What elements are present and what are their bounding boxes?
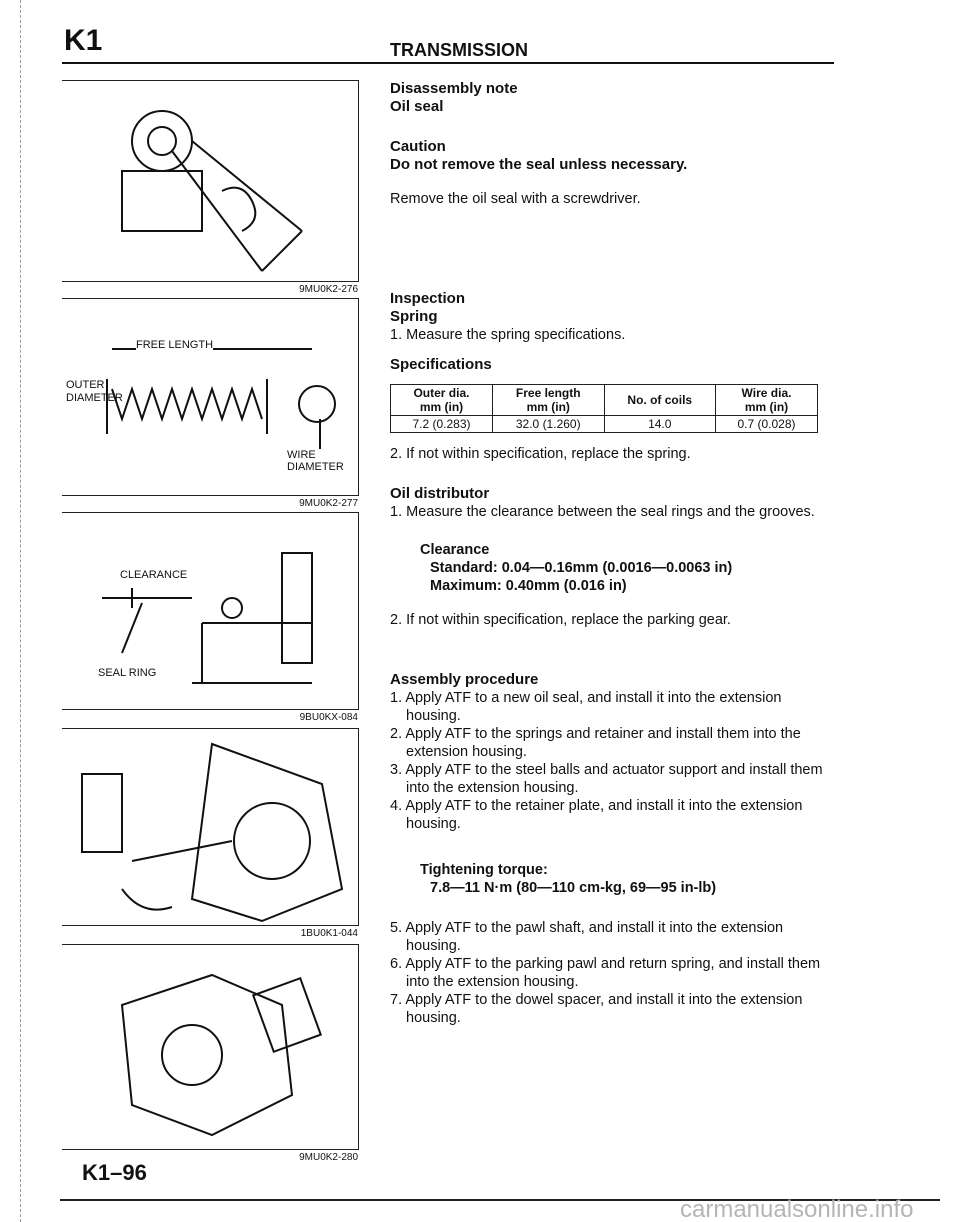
figure-seal-ring-clearance	[62, 512, 359, 710]
assembly-step: 6. Apply ATF to the parking pawl and return spring, and install them into the extension housing.	[390, 956, 821, 990]
inspection-step-2: 2. If not within specification, replace the spring.	[390, 446, 691, 462]
oil-distributor-step-1: 1. Measure the clearance between the seal rings and the grooves.	[390, 504, 815, 520]
figure-spring-dimensions	[62, 298, 359, 496]
clearance-title: Clearance	[420, 542, 490, 558]
torque-title: Tightening torque:	[420, 862, 548, 878]
figure-id: 9BU0KX-084	[299, 712, 358, 723]
assembly-step: 5. Apply ATF to the pawl shaft, and install it into the extension housing.	[390, 920, 784, 954]
clearance-standard: Standard: 0.04—0.16mm (0.0016—0.0063 in)	[430, 560, 733, 576]
label-free-length: FREE LENGTH	[136, 339, 214, 351]
assembly-step: 4. Apply ATF to the retainer plate, and install it into the extension housing.	[390, 798, 803, 832]
table-header-row	[391, 385, 818, 416]
assembly-steps	[390, 689, 830, 833]
cell-wire-dia: 0.7 (0.028)	[716, 416, 818, 433]
clearance-maximum: Maximum: 0.40mm (0.016 in)	[430, 578, 627, 594]
label-seal-ring: SEAL RING	[98, 667, 157, 679]
figure-id: 9MU0K2-276	[299, 284, 358, 295]
label-diameter: DIAMETER	[66, 392, 123, 404]
spring-spec-table	[390, 384, 818, 433]
figure-id: 9MU0K2-280	[299, 1152, 358, 1163]
label-outer: OUTER	[66, 379, 105, 391]
extension-housing-illustration	[62, 945, 358, 1149]
table-row	[391, 416, 818, 433]
th-wire-dia: Wire dia. mm (in)	[716, 385, 818, 416]
page-number: K1–96	[82, 1160, 147, 1185]
th-no-of-coils: No. of coils	[604, 385, 715, 416]
cell-no-of-coils: 14.0	[604, 416, 715, 433]
caution-text: Do not remove the seal unless necessary.	[390, 156, 688, 173]
specifications-title: Specifications	[390, 356, 492, 373]
assembly-heading: Assembly procedure	[390, 671, 539, 688]
figure-oil-seal-removal	[62, 80, 359, 282]
installation-illustration	[62, 729, 358, 925]
figure-installation	[62, 728, 359, 926]
label-wire: WIRE	[287, 449, 316, 461]
clearance-spec	[420, 541, 830, 595]
binding-edge	[0, 0, 21, 1222]
figure-id: 1BU0K1-044	[300, 928, 358, 939]
page-title: TRANSMISSION	[390, 40, 529, 60]
oil-seal-illustration	[62, 81, 358, 281]
figure-extension-housing	[62, 944, 359, 1150]
inspection-step-1: 1. Measure the spring specifications.	[390, 327, 626, 343]
oil-distributor-heading: Oil distributor	[390, 485, 490, 502]
assembly-step: 1. Apply ATF to a new oil seal, and install it into the extension housing.	[390, 690, 782, 724]
inspection-heading: Inspection	[390, 290, 466, 307]
section-code: K1	[64, 24, 103, 57]
torque-spec	[420, 861, 830, 897]
label-wire-diameter: DIAMETER	[287, 461, 344, 473]
th-outer-dia: Outer dia. mm (in)	[391, 385, 493, 416]
cell-free-length: 32.0 (1.260)	[492, 416, 604, 433]
cell-outer-dia: 7.2 (0.283)	[391, 416, 493, 433]
assembly-step: 3. Apply ATF to the steel balls and actuator support and install them into the extension housing.	[390, 762, 823, 796]
th-free-length: Free length mm (in)	[492, 385, 604, 416]
seal-ring-illustration	[62, 513, 358, 709]
header-rule	[62, 62, 834, 64]
assembly-step: 7. Apply ATF to the dowel spacer, and install it into the extension housing.	[390, 992, 803, 1026]
torque-value: 7.8—11 N·m (80—110 cm-kg, 69—95 in-lb)	[430, 880, 717, 896]
caution-title: Caution	[390, 138, 446, 155]
oil-seal-subheading: Oil seal	[390, 98, 444, 115]
disassembly-heading: Disassembly note	[390, 80, 518, 97]
assembly-steps-2	[390, 919, 830, 1027]
text-column	[390, 80, 830, 1027]
assembly-step: 2. Apply ATF to the springs and retainer and install them into the extension housing.	[390, 726, 801, 760]
watermark[interactable]: carmanualsonline.info	[680, 1196, 914, 1222]
spring-subheading: Spring	[390, 308, 438, 325]
figure-id: 9MU0K2-277	[299, 498, 358, 509]
oil-distributor-step-2: 2. If not within specification, replace the parking gear.	[390, 612, 731, 628]
disassembly-text: Remove the oil seal with a screwdriver.	[390, 191, 641, 207]
label-clearance: CLEARANCE	[120, 569, 188, 581]
